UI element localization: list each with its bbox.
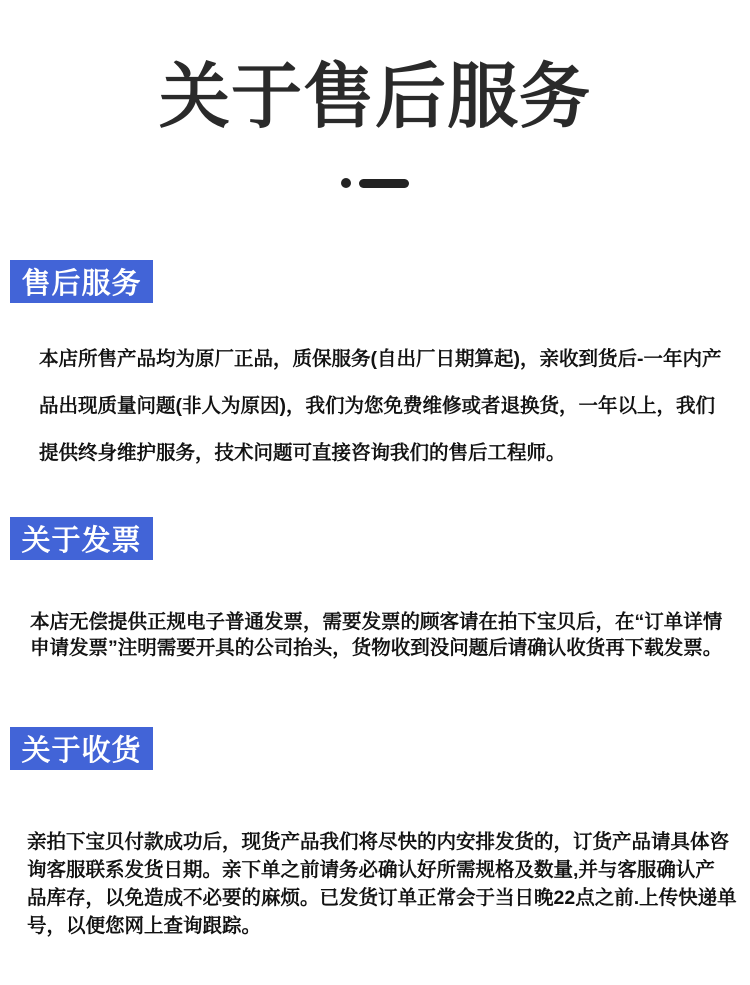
divider-dash-icon	[359, 179, 409, 188]
section-badge-invoice: 关于发票	[10, 517, 153, 560]
after-sales-paragraph	[39, 336, 721, 477]
receiving-paragraph	[27, 828, 737, 940]
paragraph-line: 品出现质量问题(非人为原因)，我们为您免费维修或者退换货，一年以上，我们	[39, 395, 715, 417]
section-badge-receiving: 关于收货	[10, 727, 153, 770]
paragraph-line: 申请发票”注明需要开具的公司抬头，货物收到没问题后请确认收货再下载发票。	[30, 637, 723, 659]
page-title: 关于售后服务	[158, 58, 591, 137]
paragraph-line: 亲拍下宝贝付款成功后，现货产品我们将尽快的内安排发货的，订货产品请具体咨	[27, 831, 730, 853]
paragraph-line: 提供终身维护服务，技术问题可直接咨询我们的售后工程师。	[39, 442, 566, 464]
paragraph-line: 品库存，以免造成不必要的麻烦。已发货订单正常会于当日晚22点之前.上传快递单	[27, 887, 737, 909]
paragraph-line: 询客服联系发货日期。亲下单之前请务必确认好所需规格及数量,并与客服确认产	[27, 859, 715, 881]
title-divider	[0, 178, 750, 188]
divider-dot-icon	[341, 178, 351, 188]
paragraph-line: 本店所售产品均为原厂正品，质保服务(自出厂日期算起)，亲收到货后-一年内产	[39, 348, 722, 370]
paragraph-line: 本店无偿提供正规电子普通发票，需要发票的顾客请在拍下宝贝后，在“订单详情	[30, 611, 723, 633]
section-badge-after-sales: 售后服务	[10, 260, 153, 303]
invoice-paragraph	[30, 609, 722, 661]
paragraph-line: 号，以便您网上查询跟踪。	[27, 915, 262, 937]
